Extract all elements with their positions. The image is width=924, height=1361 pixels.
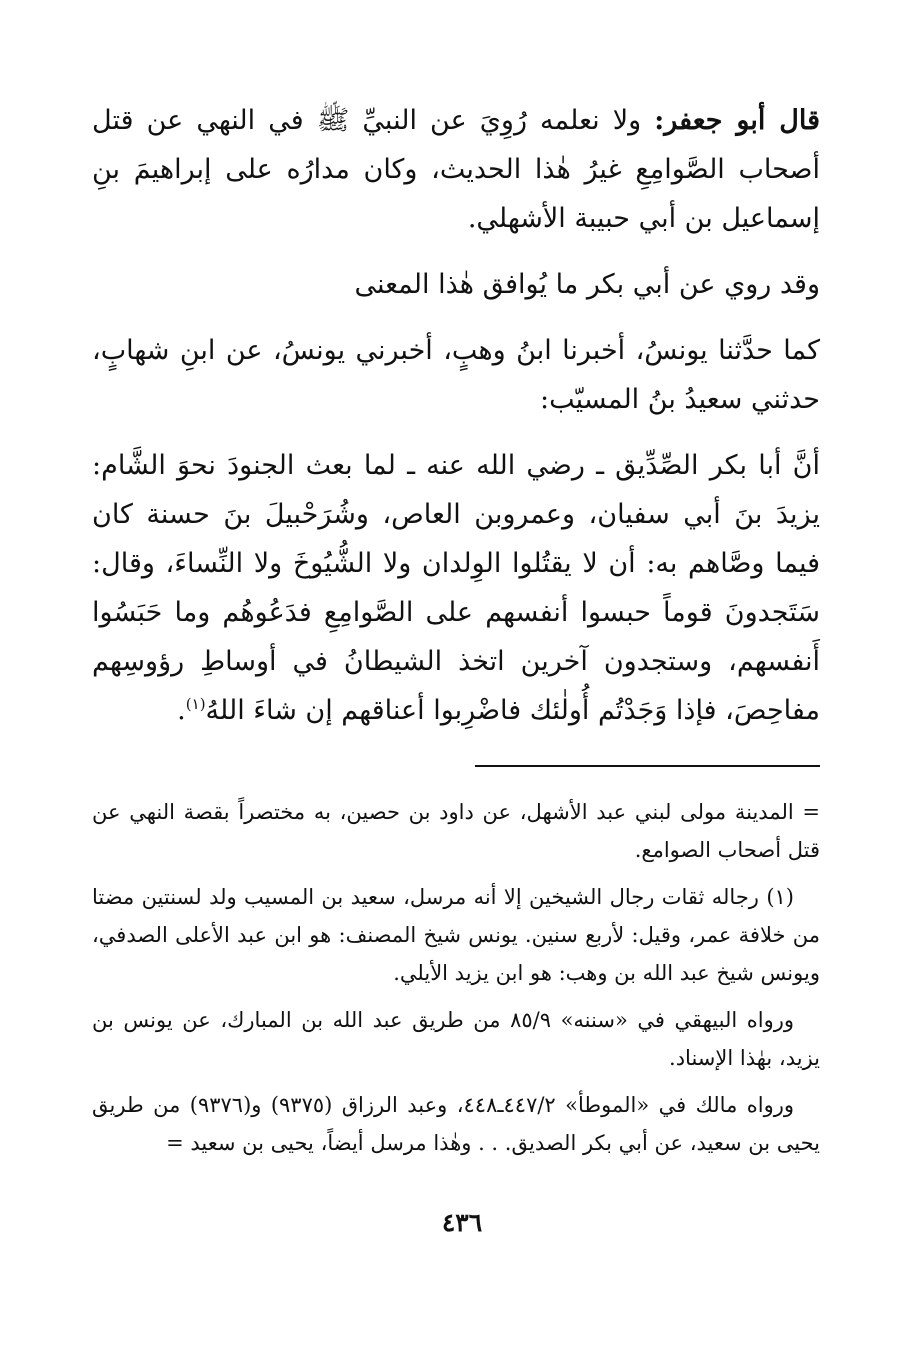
page-number: ٤٣٦: [441, 1208, 483, 1237]
footnote-marker: (١): [185, 695, 206, 713]
paragraph-2: وقد روي عن أبي بكر ما يُوافق هٰذا المعنى: [354, 269, 820, 300]
paragraph-1-body: ولا نعلمه رُوِيَ عن النبيِّ ﷺ في النهي عن قتل أصحاب الصَّوامِعِ غيرُ هٰذا الحديث، وكان مدارُه على إبراهيمَ بنِ إسماعيل بن أبي حبيبة الأشهلي.: [92, 105, 820, 234]
footnote-1-baihaqi: ورواه البيهقي في «سننه» ٨٥/٩ من طريق عبد الله بن المبارك، عن يونس بن يزيد، بهٰذا الإسناد.: [92, 1008, 820, 1070]
paragraph-4-end: .: [177, 695, 186, 726]
footnote-1-malik: ورواه مالك في «الموطأ» ٤٤٧/٢ـ٤٤٨، وعبد الرزاق (٩٣٧٥) و(٩٣٧٦) من طريق يحيى بن سعيد، عن أبي بكر الصديق. . . وهٰذا مرسل أيضاً، يحيى بن سعيد =: [92, 1093, 820, 1155]
paragraph-4-body: أنَّ أبا بكر الصِّدِّيق ـ رضي الله عنه ـ لما بعث الجنودَ نحوَ الشَّام: يزيدَ بنَ أبي سفيان، وعمروبن العاص، وشُرَحْبيلَ بنَ حسنة كان فيما وصَّاهم به: أن لا يقتُلوا الوِلدان ولا الشُّيُوخَ ولا النِّساءَ، وقال: سَتَجدونَ قوماً حبسوا أنفسهم على الصَّوامِعِ فدَعُوهُم وما حَبَسُوا أَنفسهم، وستجدون آخرين اتخذ الشيطانُ في أوساطِ رؤوسِهم مفاحِصَ، فإذا وَجَدْتُم أُولٰئك فاضْرِبوا أعناقهم إن شاءَ اللهُ: [92, 450, 820, 726]
paragraph-4: [92, 441, 820, 735]
footnotes: [92, 793, 820, 1162]
paragraph-3: كما حدَّثنا يونسُ، أخبرنا ابنُ وهبٍ، أخبرني يونسُ، عن ابنِ شهابٍ، حدثني سعيدُ بنُ المسيّب:: [92, 335, 820, 415]
footnote-divider: [475, 765, 820, 767]
footnote-continuation: = المدينة مولى لبني عبد الأشهل، عن داود بن حصين، به مختصراً بقصة النهي عن قتل أصحاب الصوامع.: [92, 800, 820, 862]
main-text: [92, 96, 820, 735]
footnote-1: (١) رجاله ثقات رجال الشيخين إلا أنه مرسل، سعيد بن المسيب ولد لسنتين مضتا من خلافة عمر، وقيل: لأربع سنين. يونس شيخ المصنف: هو ابن عبد الأعلى الصدفي، ويونس شيخ عبد الله بن وهب: هو ابن يزيد الأيلي.: [92, 885, 820, 985]
speaker-lead: قال أبو جعفر:: [654, 105, 820, 136]
paragraph-1: [92, 96, 820, 243]
